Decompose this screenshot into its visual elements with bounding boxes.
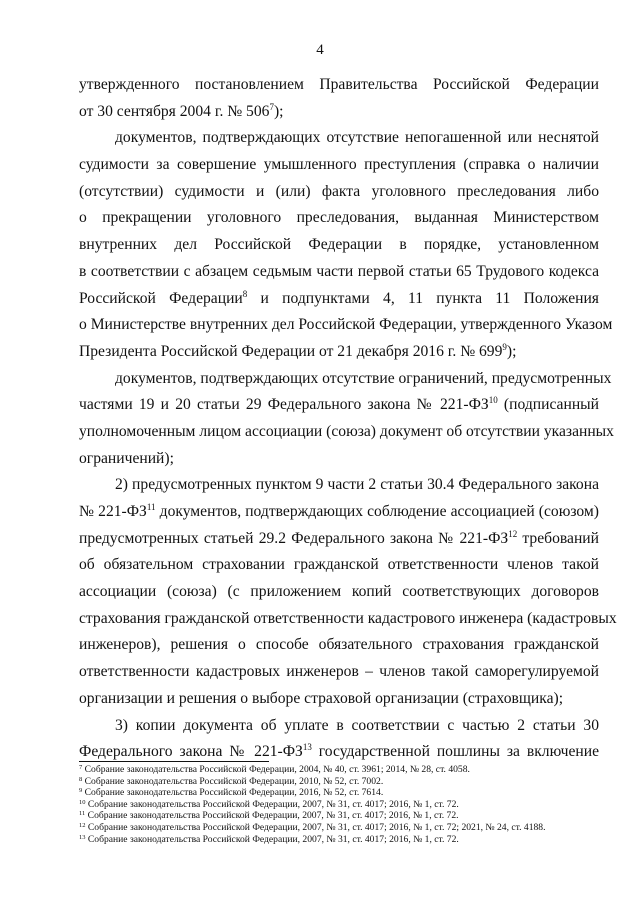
text-line: (отсутствии) судимости и (или) факта уголовного преследования либо	[79, 182, 599, 200]
paragraph-start: документов, подтверждающих отсутствие непогашенной или неснятой	[115, 129, 599, 147]
text-line: об обязательном страховании гражданской ответственности членов такой	[79, 556, 599, 574]
text-line: № 221-ФЗ$^{11}$ документов, подтверждающих соблюдение ассоциацией (союзом)	[79, 502, 599, 520]
text-line: ограничений);	[79, 449, 174, 467]
footnote-ref: 12	[508, 528, 518, 539]
text-line: внутренних дел Российской Федерации в порядке, установленном	[79, 236, 599, 254]
text-line: ответственности кадастровых инженеров – членов такой саморегулируемой	[79, 663, 599, 681]
text-line: судимости за совершение умышленного преступления (справка о наличии	[79, 156, 599, 174]
footnote: $^8$ Собрание законодательства Российской Федерации, 2010, № 52, ст. 7002.	[79, 775, 384, 787]
text-line: в соответствии с абзацем седьмым части первой статьи 65 Трудового кодекса	[79, 262, 599, 280]
footnote-separator	[79, 761, 269, 762]
footnote-ref: 13	[302, 742, 312, 753]
text-line: уполномоченным лицом ассоциации (союза) документ об отсутствии указанных	[79, 422, 614, 440]
text-line: страхования гражданской ответственности кадастрового инженера (кадастровых	[79, 609, 617, 627]
text-line: частями 19 и 20 статьи 29 Федерального закона № 221-ФЗ$^{10}$ (подписанный	[79, 395, 599, 414]
footnote-ref: 10	[488, 395, 498, 406]
footnote: $^{13}$ Собрание законодательства Российской Федерации, 2007, № 31, ст. 4017; 2016, № 1, ст. 72.	[79, 833, 459, 845]
footnotes	[79, 764, 604, 845]
text-line: о Министерстве внутренних дел Российской Федерации, утвержденного Указом	[79, 316, 613, 334]
paragraph-start: 3) копии документа об уплате в соответствии с частью 2 статьи 30	[115, 716, 599, 734]
footnote: $^7$ Собрание законодательства Российской Федерации, 2004, № 40, ст. 3961; 2014, № 28, ст. 4058.	[79, 764, 470, 775]
text-line: предусмотренных статьей 29.2 Федерального закона № 221-ФЗ$^{12}$ требований	[79, 528, 599, 547]
text-line: Российской Федерации$^8$ и подпунктами 4, 11 пункта 11 Положения	[79, 288, 599, 307]
paragraph-start: документов, подтверждающих отсутствие ограничений, предусмотренных	[115, 369, 612, 387]
text-line: Президента Российской Федерации от 21 декабря 2016 г. № $699^9$);	[79, 341, 517, 360]
footnote: $^{12}$ Собрание законодательства Российской Федерации, 2007, № 31, ст. 4017; 2016, № 1, ст. 72; 2021, № 24, ст. 4188.	[79, 821, 546, 833]
footnote: $^{10}$ Собрание законодательства Российской Федерации, 2007, № 31, ст. 4017; 2016, № 1, ст. 72.	[79, 798, 459, 810]
text-line: от 30 сентября 2004 г. № $506^7$);	[79, 101, 284, 120]
footnote: $^{11}$ Собрание законодательства Российской Федерации, 2007, № 31, ст. 4017; 2016, № 1, ст. 72.	[79, 810, 459, 822]
text-line: о прекращении уголовного преследования, выданная Министерством	[79, 209, 599, 227]
footnote-ref: 8	[242, 288, 248, 299]
text-line: Федерального закона № 221-ФЗ$^{13}$ государственной пошлины за включение	[79, 742, 599, 761]
text-line: ассоциации (союза) (с приложением копий соответствующих договоров	[79, 583, 599, 601]
text-line: инженеров), решения о способе обязательного страхования гражданской	[79, 636, 599, 654]
page-number: 4	[316, 42, 324, 58]
footnote-ref: 11	[146, 502, 156, 512]
paragraph-start: 2) предусмотренных пунктом 9 части 2 статьи 30.4 Федерального закона	[115, 476, 599, 494]
footnote-ref: 7	[269, 101, 274, 112]
footnote-ref: 9	[502, 341, 507, 352]
text-line: организации и решения о выборе страховой организации (страховщика);	[79, 689, 564, 707]
text-line: утвержденного постановлением Правительства Российской Федерации	[79, 76, 599, 93]
footnote: $^9$ Собрание законодательства Российской Федерации, 2016, № 52, ст. 7614.	[79, 787, 384, 799]
document-body	[79, 72, 617, 766]
